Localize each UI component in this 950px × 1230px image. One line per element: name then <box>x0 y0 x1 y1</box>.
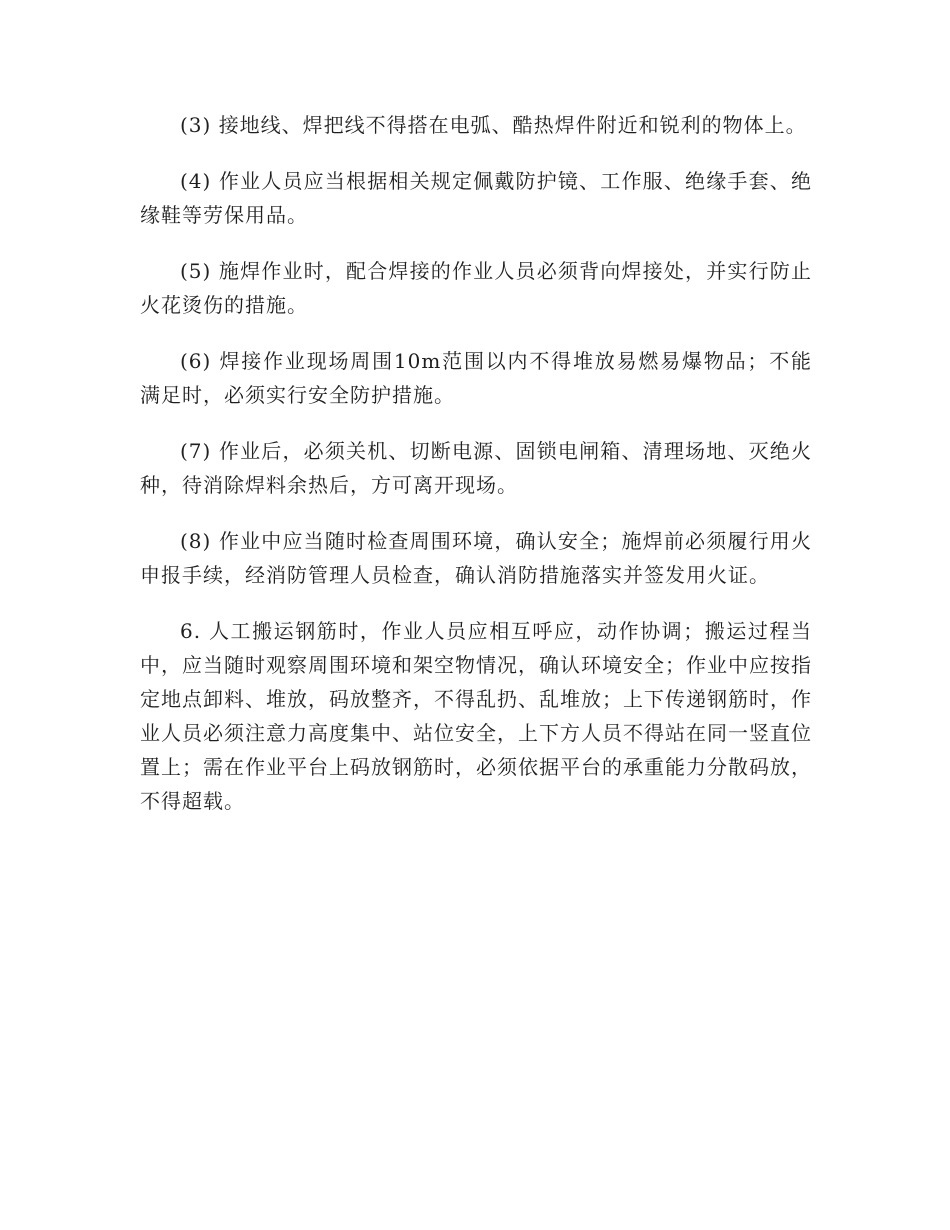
paragraph-item-5: (5) 施焊作业时，配合焊接的作业人员必须背向焊接处，并实行防止火花烫伤的措施。 <box>140 259 812 317</box>
document-body <box>140 108 812 818</box>
paragraph-section-6: 6. 人工搬运钢筋时，作业人员应相互呼应，动作协调；搬运过程当中，应当随时观察周围环境和架空物情况，确认环境安全；作业中应按指定地点卸料、堆放，码放整齐，不得乱扔、乱堆放；上下传递钢筋时，作业人员必须注意力高度集中、站位安全，上下方人员不得站在同一竖直位置上；需在作业平台上码放钢筋时，必须依据平台的承重能力分散码放，不得超载。 <box>140 619 812 813</box>
paragraph-item-7: (7) 作业后，必须关机、切断电源、固锁电闸箱、清理场地、灭绝火种，待消除焊料余热后，方可离开现场。 <box>140 439 812 497</box>
paragraph-item-3: (3) 接地线、焊把线不得搭在电弧、酷热焊件附近和锐利的物体上。 <box>180 113 807 137</box>
paragraph-item-6: (6) 焊接作业现场周围10m范围以内不得堆放易燃易爆物品；不能满足时，必须实行安全防护措施。 <box>140 349 812 407</box>
paragraph-item-8: (8) 作业中应当随时检查周围环境，确认安全；施焊前必须履行用火申报手续，经消防管理人员检查，确认消防措施落实并签发用火证。 <box>140 529 812 587</box>
paragraph-item-4: (4) 作业人员应当根据相关规定佩戴防护镜、工作服、绝缘手套、绝缘鞋等劳保用品。 <box>140 169 812 227</box>
